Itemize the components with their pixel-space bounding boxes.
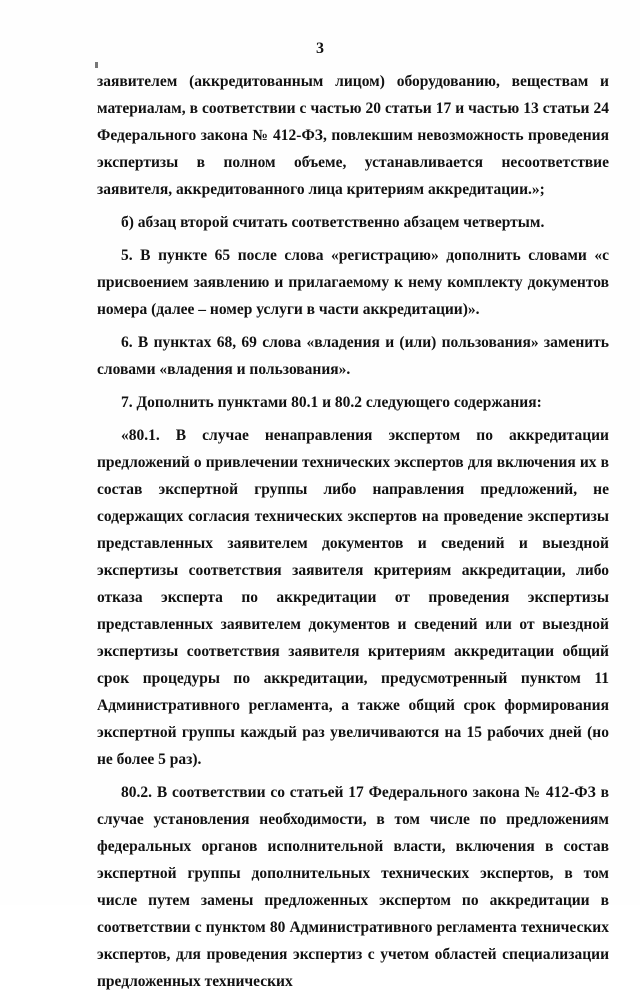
paragraph-b: б) абзац второй считать соответственно абзацем четвертым. (121, 214, 545, 231)
paragraph-continuation: заявителем (аккредитованным лицом) оборудованию, веществам и материалам, в соответствии с частью 20 статьи 17 и частью 13 статьи 24 Федерального закона № 412-ФЗ, повлекшим невозможность проведения экспертизы в полном объеме, устанавливается несоответствие заявителя, аккредитованного лица критериям аккредитации.»; (97, 73, 609, 198)
paragraph-7: 7. Дополнить пунктами 80.1 и 80.2 следующего содержания: (121, 394, 542, 411)
paragraph-80-2: 80.2. В соответствии со статьей 17 Федерального закона № 412-ФЗ в случае установления необходимости, в том числе по предложениям федеральных органов исполнительной власти, включения в состав экспертной группы дополнительных технических экспертов, в том числе путем замены предложенных экспертом по аккредитации в соответствии с пунктом 80 Административного регламента технических экспертов, для проведения экспертиз с учетом областей специализации предложенных технических (97, 784, 609, 990)
paragraph-80-1: «80.1. В случае ненаправления экспертом по аккредитации предложений о привлечении технических экспертов для включения их в состав экспертной группы либо направления предложений, не содержащих согласия технических экспертов на проведение экспертизы представленных заявителем документов и сведений и выездной экспертизы соответствия заявителя критериям аккредитации, либо отказа эксперта по аккредитации от проведения экспертизы представленных заявителем документов и сведений или от выездной экспертизы соответствия заявителя критериям аккредитации общий срок процедуры по аккредитации, предусмотренный пунктом 11 Административного регламента, а также общий срок формирования экспертной группы каждый раз увеличиваются на 15 рабочих дней (но не более 5 раз). (97, 427, 609, 768)
paragraph-6: 6. В пунктах 68, 69 слова «владения и (или) пользования» заменить словами «владения и пользования». (97, 334, 609, 378)
document-body (97, 68, 609, 995)
paragraph-5: 5. В пункте 65 после слова «регистрацию» дополнить словами «с присвоением заявлению и прилагаемому к нему комплекту документов номера (далее – номер услуги в части аккредитации)». (97, 247, 609, 318)
page-number: 3 (316, 40, 324, 57)
